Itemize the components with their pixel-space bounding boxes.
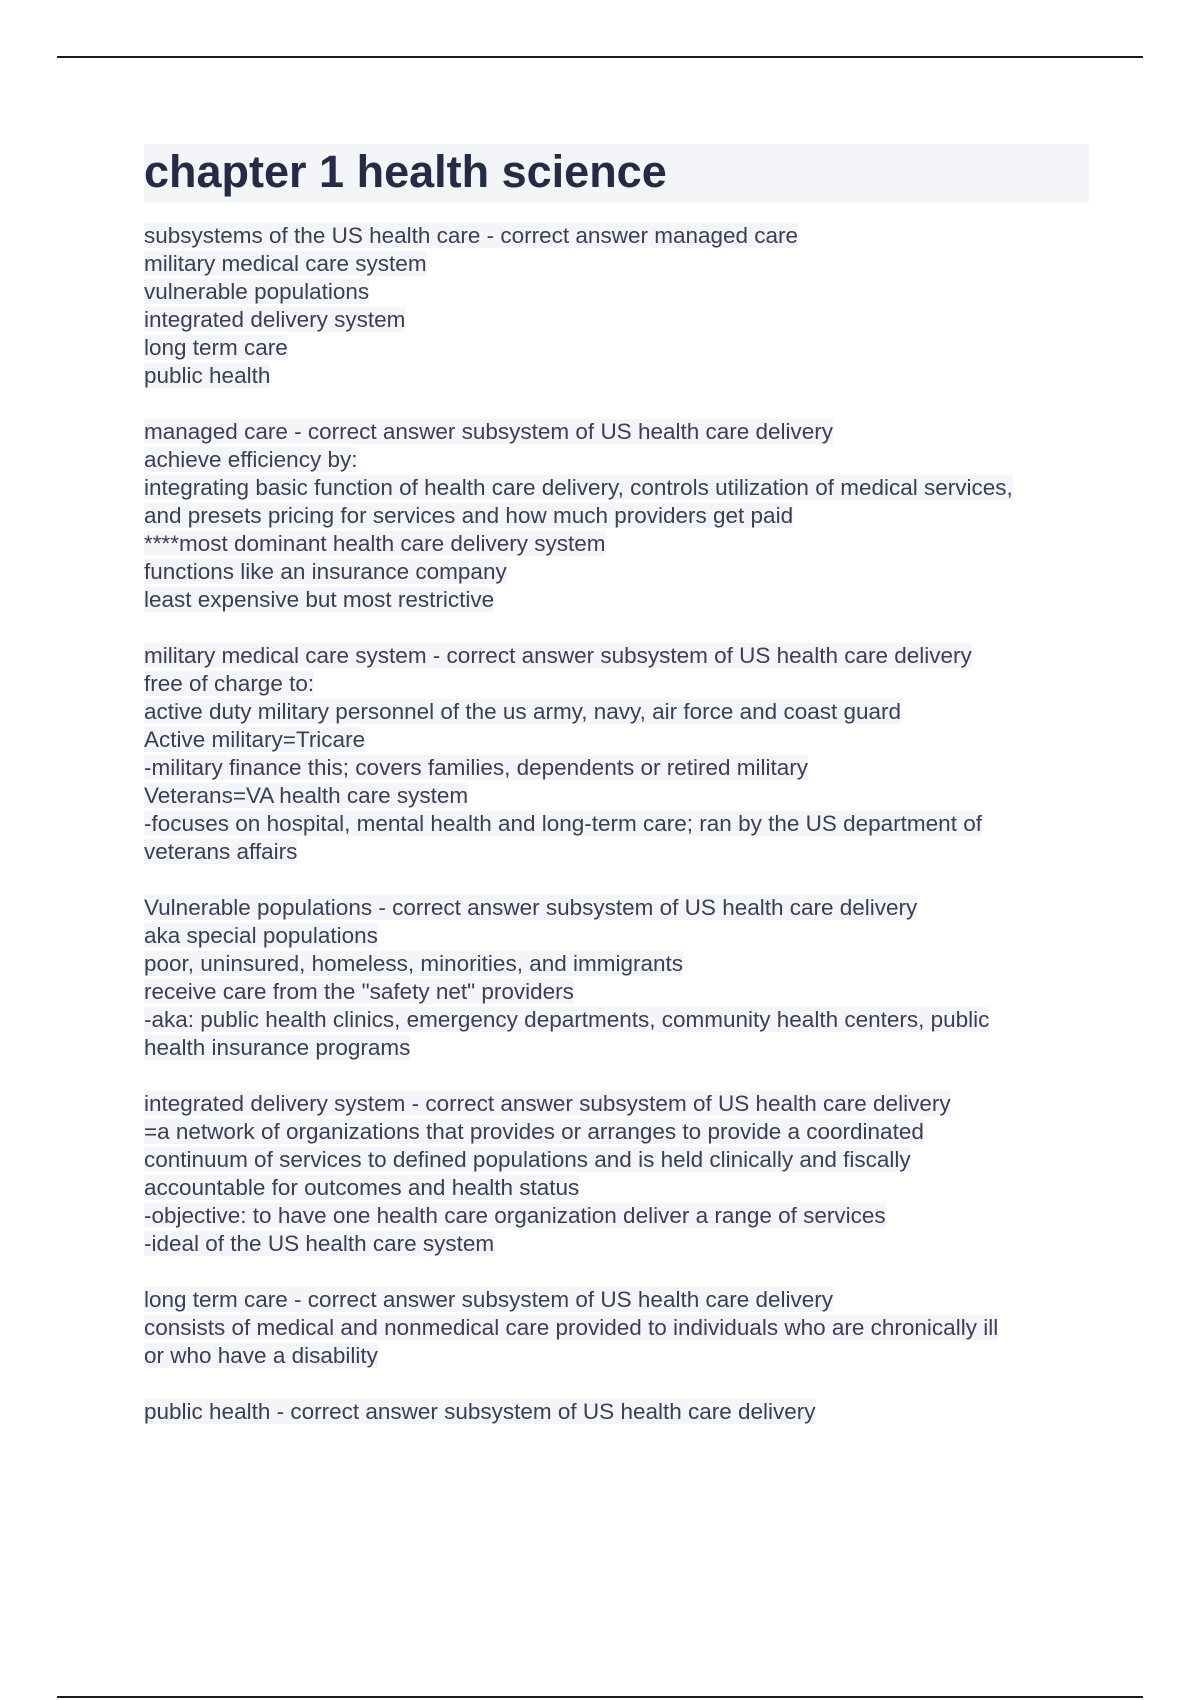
flashcard bbox=[144, 1398, 1089, 1426]
card-line: -focuses on hospital, mental health and long-term care; ran by the US department of bbox=[144, 811, 982, 836]
document-title: chapter 1 health science bbox=[144, 146, 667, 197]
flashcard bbox=[144, 418, 1089, 614]
card-line: military medical care system - correct answer subsystem of US health care delivery bbox=[144, 643, 972, 668]
card-line: public health bbox=[144, 363, 271, 388]
title-bar bbox=[144, 144, 1089, 202]
card-line: Veterans=VA health care system bbox=[144, 783, 469, 808]
card-line: aka special populations bbox=[144, 923, 378, 948]
card-line: subsystems of the US health care - correct answer managed care bbox=[144, 223, 799, 248]
card-line: or who have a disability bbox=[144, 1343, 378, 1368]
card-line: -ideal of the US health care system bbox=[144, 1231, 495, 1256]
page-top-rule bbox=[57, 56, 1143, 58]
card-line: long term care - correct answer subsystem of US health care delivery bbox=[144, 1287, 834, 1312]
card-line: public health - correct answer subsystem of US health care delivery bbox=[144, 1399, 816, 1424]
card-line: continuum of services to defined populations and is held clinically and fiscally bbox=[144, 1147, 911, 1172]
flashcard bbox=[144, 1286, 1089, 1370]
flashcard bbox=[144, 894, 1089, 1062]
flashcard bbox=[144, 642, 1089, 866]
card-line: managed care - correct answer subsystem of US health care delivery bbox=[144, 419, 834, 444]
card-line: integrated delivery system - correct answer subsystem of US health care delivery bbox=[144, 1091, 951, 1116]
card-line: active duty military personnel of the us army, navy, air force and coast guard bbox=[144, 699, 902, 724]
card-line: vulnerable populations bbox=[144, 279, 370, 304]
document-body bbox=[144, 144, 1089, 1454]
card-line: -military finance this; covers families, dependents or retired military bbox=[144, 755, 808, 780]
card-line: functions like an insurance company bbox=[144, 559, 507, 584]
card-line: integrating basic function of health care delivery, controls utilization of medical services, bbox=[144, 475, 1013, 500]
card-line: long term care bbox=[144, 335, 288, 360]
card-line: =a network of organizations that provides or arranges to provide a coordinated bbox=[144, 1119, 924, 1144]
card-line: Vulnerable populations - correct answer subsystem of US health care delivery bbox=[144, 895, 918, 920]
card-line: consists of medical and nonmedical care provided to individuals who are chronically ill bbox=[144, 1315, 999, 1340]
card-line: and presets pricing for services and how much providers get paid bbox=[144, 503, 794, 528]
card-line: military medical care system bbox=[144, 251, 427, 276]
card-line: receive care from the "safety net" providers bbox=[144, 979, 574, 1004]
card-line: free of charge to: bbox=[144, 671, 315, 696]
page-bottom-rule bbox=[57, 1696, 1143, 1698]
flashcard-list bbox=[144, 222, 1089, 1426]
card-line: -aka: public health clinics, emergency departments, community health centers, public bbox=[144, 1007, 990, 1032]
card-line: Active military=Tricare bbox=[144, 727, 366, 752]
flashcard bbox=[144, 222, 1089, 390]
card-line: accountable for outcomes and health status bbox=[144, 1175, 580, 1200]
card-line: veterans affairs bbox=[144, 839, 298, 864]
card-line: least expensive but most restrictive bbox=[144, 587, 495, 612]
card-line: poor, uninsured, homeless, minorities, and immigrants bbox=[144, 951, 684, 976]
card-line: -objective: to have one health care organization deliver a range of services bbox=[144, 1203, 886, 1228]
flashcard bbox=[144, 1090, 1089, 1258]
card-line: achieve efficiency by: bbox=[144, 447, 358, 472]
card-line: ****most dominant health care delivery system bbox=[144, 531, 606, 556]
card-line: health insurance programs bbox=[144, 1035, 411, 1060]
card-line: integrated delivery system bbox=[144, 307, 406, 332]
